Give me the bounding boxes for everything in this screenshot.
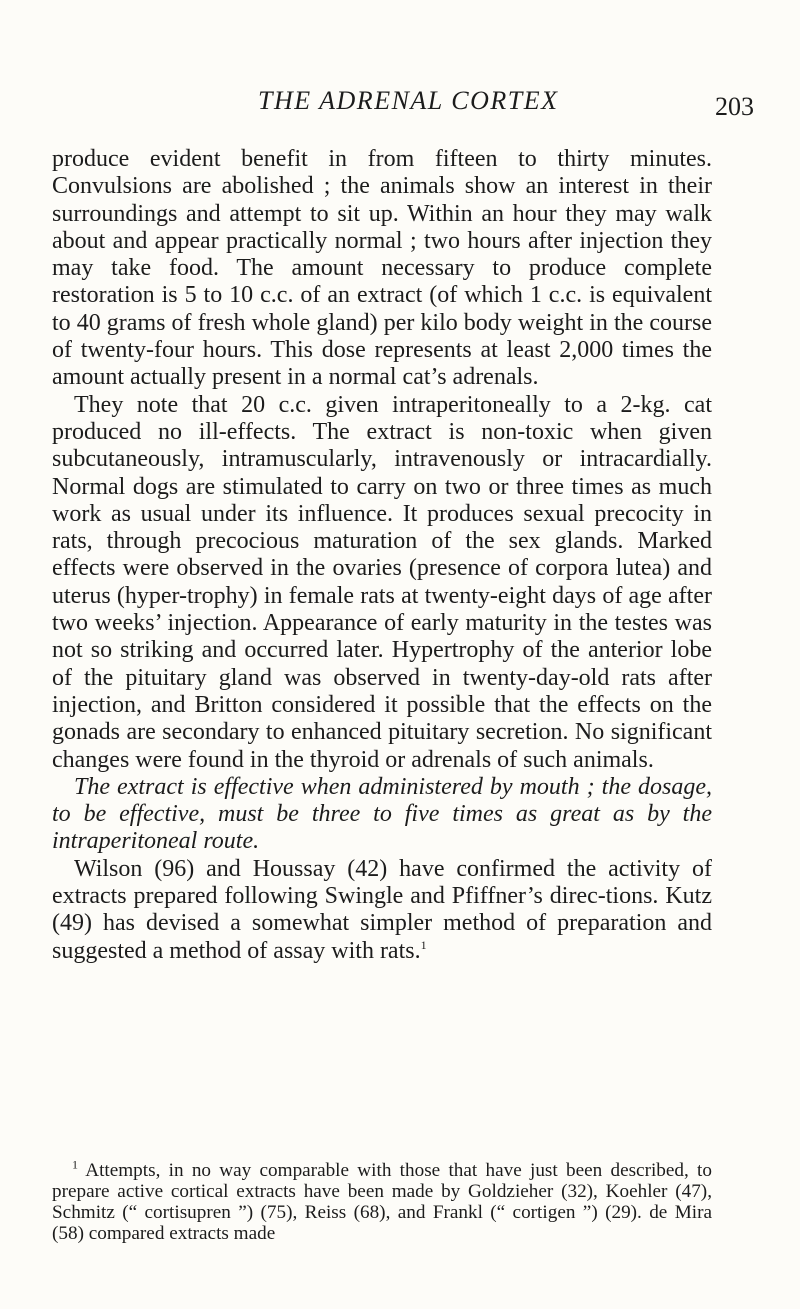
paragraph-2: They note that 20 c.c. given intraperitoneally to a 2-kg. cat produced no ill-effects. The extract is non-toxic when given subcutaneously, intramuscularly, intravenously or intracardially. Normal dogs are stimulated to carry on two or three times as much work as usual under its influence. It produces sexual precocity in rats, through precocious maturation of the sex glands. Marked effects were observed in the ovaries (presence of corpora lutea) and uterus (hyper-trophy) in female rats at twenty-eight days of age after two weeks’ injection. Appearance of early maturity in the testes was not so striking and occurred later. Hypertrophy of the anterior lobe of the pituitary gland was observed in twenty-day-old rats after injection, and Britton considered it possible that the effects on the gonads are secondary to enhanced pituitary secretion. No significant changes were found in the thyroid or adrenals of such animals. <box>52 391 712 773</box>
paragraph-4 <box>52 856 712 965</box>
paragraph-1: produce evident benefit in from fifteen to thirty minutes. Convulsions are abolished ; the animals show an interest in their surroundings and attempt to sit up. Within an hour they may walk about and appear practically normal ; two hours after injection they may take food. The amount necessary to produce complete restoration is 5 to 10 c.c. of an extract (of which 1 c.c. is equivalent to 40 grams of fresh whole gland) per kilo body weight in the course of twenty-four hours. This dose represents at least 2,000 times the amount actually present in a normal cat’s adrenals. <box>52 146 712 391</box>
footnote-reference: 1 <box>420 937 427 952</box>
paragraph-3-italic: The extract is effective when administered by mouth ; the dosage, to be effective, must be three to five times as great as by the intraperitoneal route. <box>52 773 712 855</box>
footnote <box>52 1157 712 1244</box>
paragraph-4-text: Wilson (96) and Houssay (42) have confirmed the activity of extracts prepared following Swingle and Pfiffner’s direc-tions. Kutz (49) has devised a somewhat simpler method of preparation and suggested a method of assay with rats. <box>52 855 712 964</box>
page-number: 203 <box>715 92 754 121</box>
running-title: THE ADRENAL CORTEX <box>258 86 559 115</box>
footnote-marker: 1 <box>72 1157 78 1172</box>
footnote-text: Attempts, in no way comparable with those that have just been described, to prepare active cortical extracts have been made by Goldzieher (32), Koehler (47), Schmitz (“ cortisupren ”) (75), Reiss (68), and Frankl (“ cortigen ”) (29). de Mira (58) compared extracts made <box>52 1160 712 1244</box>
body-text <box>52 146 712 965</box>
